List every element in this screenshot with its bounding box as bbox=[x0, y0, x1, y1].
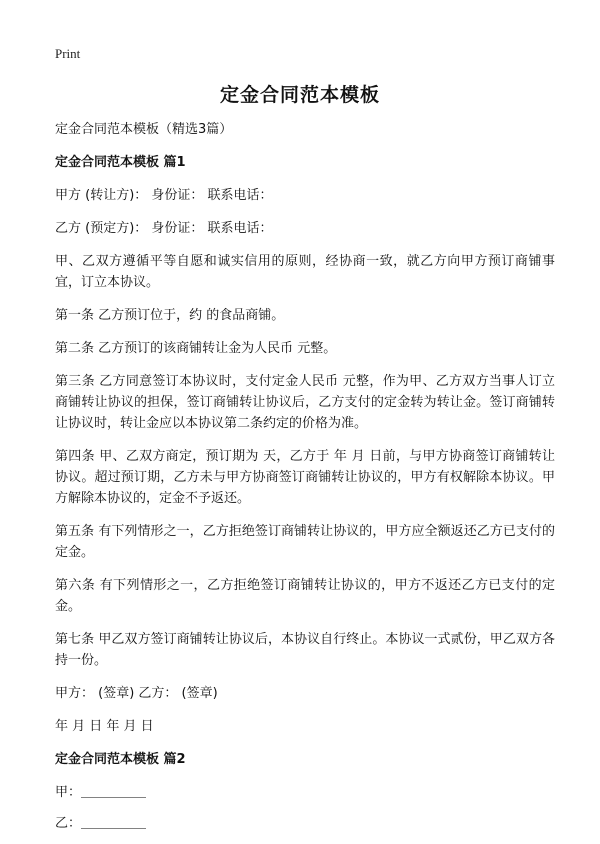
party-a-line: 甲方 (转让方)： 身份证： 联系电话： bbox=[55, 188, 273, 203]
article-6: 第六条 有下列情形之一，乙方拒绝签订商铺转让协议的，甲方不返还乙方已支付的定金。 bbox=[55, 578, 555, 614]
article-4: 第四条 甲、乙双方商定，预订期为 天，乙方于 年 月 日前，与甲方协商签订商铺转让协议。超过预订期，乙方未与甲方协商签订商铺转让协议的，甲方有权解除本协议。甲方解除本协议的，定金不予返还。 bbox=[55, 449, 555, 506]
article-7: 第七条 甲乙双方签订商铺转让协议后，本协议自行终止。本协议一式贰份，甲乙双方各持一份。 bbox=[55, 632, 555, 668]
party-b-line: 乙方 (预定方)： 身份证： 联系电话： bbox=[55, 221, 273, 236]
section-2-heading: 定金合同范本模板 篇2 bbox=[55, 752, 186, 767]
print-link[interactable]: Print bbox=[55, 46, 81, 61]
article-3: 第三条 乙方同意签订本协议时，支付定金人民币 元整，作为甲、乙方双方当事人订立商铺转让协议的担保，签订商铺转让协议后，乙方支付的定金转为转让金。签订商铺转让协议时，转让金应以本协议第二条约定的价格为准。 bbox=[55, 374, 555, 431]
article-2: 第二条 乙方预订的该商铺转让金为人民币 元整。 bbox=[55, 341, 337, 356]
document-body bbox=[55, 119, 555, 844]
document-title: 定金合同范本模板 bbox=[219, 84, 380, 106]
section-1-heading: 定金合同范本模板 篇1 bbox=[55, 155, 186, 170]
signature-line: 甲方： (签章) 乙方： (签章) bbox=[55, 686, 218, 701]
section-2-party-a: 甲：＿＿＿＿＿ bbox=[55, 785, 147, 800]
section-2-party-b: 乙：＿＿＿＿＿ bbox=[55, 816, 147, 831]
article-1: 第一条 乙方预订位于，约 的食品商铺。 bbox=[55, 308, 285, 323]
article-5: 第五条 有下列情形之一，乙方拒绝签订商铺转让协议的，甲方应全额返还乙方已支付的定金。 bbox=[55, 524, 555, 560]
date-line: 年 月 日 年 月 日 bbox=[55, 719, 154, 734]
preamble-paragraph: 甲、乙双方遵循平等自愿和诚实信用的原则，经协商一致，就乙方向甲方预订商铺事宜，订立本协议。 bbox=[55, 254, 555, 290]
intro-line: 定金合同范本模板（精选3篇） bbox=[55, 122, 233, 137]
